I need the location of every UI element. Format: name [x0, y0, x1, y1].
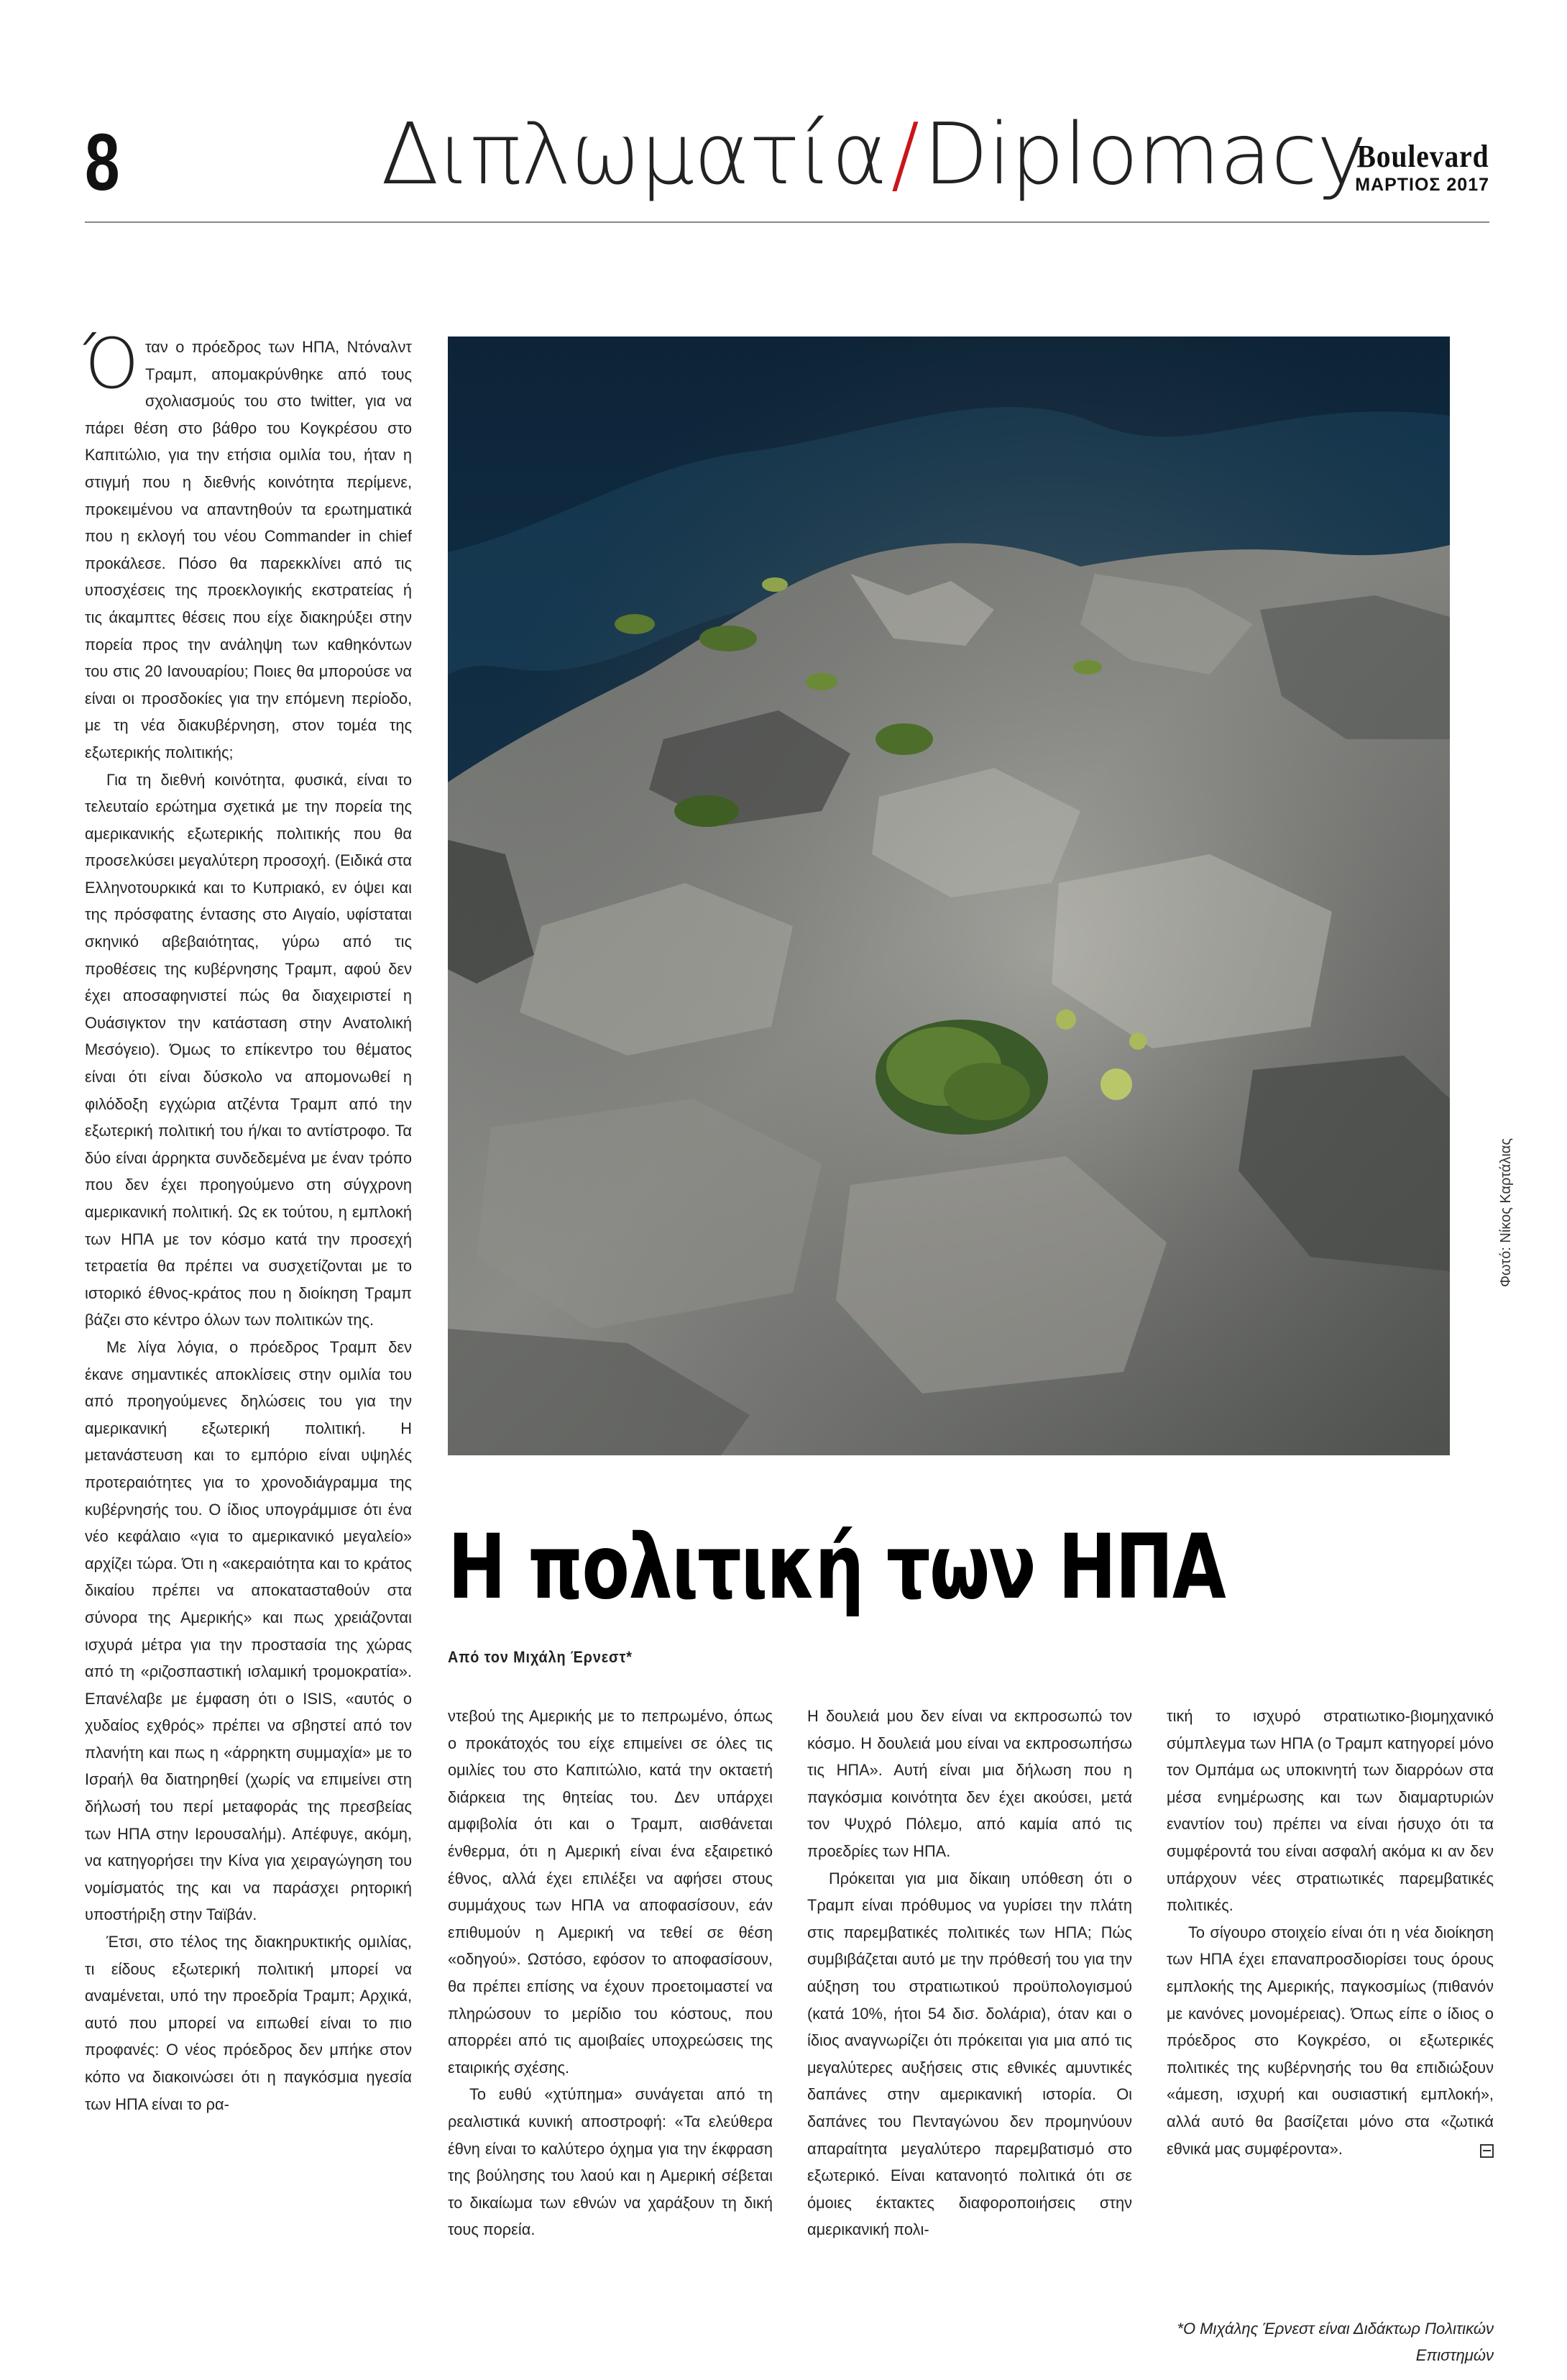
paragraph: Έτσι, στο τέλος της διακηρυκτικής ομιλίας, τι είδους εξωτερική πολιτική μπορεί να αναμένεται, υπό την προεδρία Τραμπ; Αρχικά, αυτό που μπορεί να ειπωθεί είναι το πιο προφανές: Ο νέος πρόεδρος δεν μπήκε στον κόπο να διακοινώσει ότι η παγκόσμια ηγεσία των ΗΠΑ είναι το ρα-	[85, 1933, 412, 2113]
paragraph: Για τη διεθνή κοινότητα, φυσικά, είναι το τελευταίο ερώτημα σχετικά με την πορεία της αμερικανικής εξωτερικής πολιτικής που θα προσελκύσει μεγαλύτερη προσοχή. (Ειδικά στα Ελληνοτουρκικά και το Κυπριακό, εν όψει και της πρόσφατης έντασης στο Αιγαίο, υφίσταται σκηνικό αβεβαιότητας, γύρω από τις προθέσεις της κυβέρνησης Τραμπ, αφού δεν έχει αποσαφηνιστεί πώς θα διαχειριστεί η Ουάσιγκτον την κατάσταση στην Ανατολική Μεσόγειο). Όμως το επίκεντρο του θέματος είναι ότι είναι δύσκολο να απομονωθεί η φιλόδοξη εγχώρια ατζέντα Τραμπ από την εξωτερική πολιτική του ή/και το αντίστροφο. Τα δύο είναι άρρηκτα συνδεδεμένα με έναν τρόπο που δεν έχει προηγούμενο στη σύγχρονη αμερικανική πολιτική. Ως εκ τούτου, η εμπλοκή των ΗΠΑ με τον κόσμο κατά την προσεχή τετραετία θα πρέπει να συσχετίζονται με το ιστορικό έθνος-κράτος που η διοίκηση Τραμπ βάζει στο κέντρο όλων των πολιτικών της.	[85, 770, 412, 1329]
paragraph: ντεβού της Αμερικής με το πεπρωμένο, όπως ο προκάτοχός του είχε επιμείνει σε όλες τις ομιλίες του στο Καπιτώλιο, κατά την οκταετή διάρκεια της θητείας του. Δεν υπάρχει αμφιβολία ότι και ο Τραμπ, αισθάνεται ένθερμα, ότι η Αμερική είναι ένα εξαιρετικό έθνος, αλλά έχει επιλέξει να αφήσει στους συμμάχους των ΗΠΑ να αποφασίσουν, εάν επιθυμούν η Αμερική να τεθεί σε θέση «οδηγού». Ωστόσο, εφόσον το αποφασίσουν, θα πρέπει επίσης να έχουν προετοιμαστεί να πληρώσουν το μερίδιο του κόστους, που απορρέει από τις αμοιβαίες υποχρεώσεις της εταιρικής σχέσης.	[448, 1707, 773, 2077]
paragraph	[1167, 1919, 1494, 2162]
article-column-2	[448, 1703, 773, 2243]
article-column-3	[807, 1703, 1132, 2243]
paragraph-text: Το σίγουρο στοιχείο είναι ότι η νέα διοίκηση των ΗΠΑ έχει επαναπροσδιορίσει τους όρους εμπλοκής της Αμερικής, παγκοσμίως (πιθανόν με κανόνες μονομέρειας). Όπως είπε ο ίδιος ο πρόεδρος στο Κογκρέσο, οι εξωτερικές πολιτικές της κυβέρνησής του θα επιδιώξουν «άμεση, ισχυρή και ουσιαστική εμπλοκή», αλλά αυτό θα βασίζεται μόνο στα «ζωτικά εθνικά μας συμφέροντα».	[1167, 1923, 1494, 2158]
paragraph: τική το ισχυρό στρατιωτικο-βιομηχανικό σύμπλεγμα των ΗΠΑ (ο Τραμπ κατηγορεί μόνο τον Ομπάμα ως υποκινητή των διαρρόων στα μέσα ενημέρωσης και των διαμαρτυριών εναντίον του) πρέπει να είναι ήσυχο ότι τα συμφέροντά του είναι ασφαλή ακόμα κι αν δεν υπάρχουν νέες στρατιωτικές παρεμβατικές πολιτικές.	[1167, 1707, 1494, 1915]
rock-coast-photo	[448, 337, 1450, 1455]
paragraph: Το ευθύ «χτύπημα» συνάγεται από τη ρεαλιστικά κυνική αποστροφή: «Τα ελεύθερα έθνη είναι το καλύτερο όχημα για την έκφραση της βούλησης του λαού και η Αμερική σέβεται το δικαίωμα των εθνών να χαράξουν τη δική τους πορεία.	[448, 2085, 773, 2239]
paragraph: Πρόκειται για μια δίκαιη υπόθεση ότι ο Τραμπ είναι πρόθυμος να γυρίσει την πλάτη στις παρεμβατικές πολιτικές των ΗΠΑ; Πώς συμβιβάζεται αυτό με την πρόθεσή του για την αύξηση του στρατιωτικού προϋπολογισμού (κατά 10%, ήτοι 54 δισ. δολάρια), όταν και ο ίδιος αναγνωρίζει ότι πρόκειται για μια από τις μεγαλύτερες αυξήσεις στις εθνικές αμυντικές δαπάνες στην αμερικανική ιστορία. Οι δαπάνες του Πενταγώνου δεν προμηνύουν απαραίτητα μεγαλύτερο παρεμβατισμό στο εξωτερικό. Είναι κατανοητό πολιτικά ότι σε όμοιες έκτακτες διαφοροποιήσεις στην αμερικανική πολι-	[807, 1869, 1132, 2239]
brand-logo: Boulevard	[1356, 139, 1489, 174]
paragraph: Η δουλειά μου δεν είναι να εκπροσωπώ τον κόσμο. Η δουλειά μου είναι να εκπροσωπήσω τις ΗΠΑ». Αυτή είναι μια δήλωση που η παγκόσμια κοινότητα δεν έχει ακούσει, μετά τον Ψυχρό Πόλεμο, από καμία από τις προεδρίες των ΗΠΑ.	[807, 1707, 1132, 1860]
article-photo	[448, 337, 1450, 1455]
article-headline: Η πολιτική των ΗΠΑ	[448, 1516, 1226, 1619]
paragraph	[83, 324, 412, 766]
article-column-4	[1167, 1703, 1494, 2162]
header-rule	[85, 221, 1489, 223]
article-column-1	[83, 324, 412, 2118]
article-byline: Από τον Μιχάλη Έρνεστ*	[448, 1648, 633, 1666]
issue-date: ΜΑΡΤΙΟΣ 2017	[1355, 175, 1489, 195]
masthead	[1342, 141, 1489, 196]
section-title-english: Diplomacy	[923, 104, 1366, 203]
section-title-slash: /	[891, 104, 919, 203]
paragraph-text: ταν ο πρόεδρος των ΗΠΑ, Ντόναλντ Τραμπ, απομακρύνθηκε από τους σχολιασμούς του στο twitter, για να πάρει θέση στο βάθρο του Κογκρέσου στο Καπιτώλιο, για την ετήσια ομιλία του, ήταν η στιγμή που η διεθνής κοινότητα περίμενε, προκειμένου να απαντηθούν τα ερωτηματικά που η εκλογή του νέου Commander in chief προκάλεσε. Πόσο θα παρεκκλίνει από τις υποσχέσεις της προεκλογικής εκστρατείας ή τις άκαμπτες θέσεις που είχε διακηρύξει στην πορεία προς την ανάληψη των καθηκόντων του στις 20 Ιανουαρίου; Ποιες θα μπορούσε να είναι οι προσδοκίες για την επόμενη περίοδο, με τη νέα διακυβέρνηση, στον τομέα της εξωτερικής πολιτικής;	[85, 338, 412, 761]
section-title	[381, 104, 1366, 203]
drop-cap: Ό	[83, 324, 139, 404]
paragraph: Με λίγα λόγια, ο πρόεδρος Τραμπ δεν έκανε σημαντικές αποκλίσεις στην ομιλία του από προηγούμενες δηλώσεις του για την αμερικανική εξωτερική πολιτική. Η μετανάστευση και το εμπόριο είναι υψηλές προτεραιότητες για το χρονοδιάγραμμα της κυβέρνησής του. Ο ίδιος υπογράμμισε ότι ένα νέο κεφάλαιο «για το αμερικανικό μεγαλείο» αρχίζει τώρα. Ότι η «ακεραιότητα και το κράτος δικαίου πρέπει να αποκατασταθούν στα σύνορα της Αμερικής» και πως χρειάζονται ισχυρά μέτρα για την προστασία της χώρας από τη «ριζοσπαστική ισλαμική τρομοκρατία». Επανέλαβε με έμφαση ότι ο ISIS, «αυτός ο χυδαίος εχθρός» πρέπει να σβηστεί από τον πλανήτη και πως η «άρρηκτη συμμαχία» με το Ισραήλ θα διατηρηθεί (χωρίς να επιμείνει στη δήλωσή του περί μεταφοράς της πρεσβείας των ΗΠΑ στην Ιερουσαλήμ). Απέφυγε, ακόμη, να κατηγορήσει την Κίνα για χειραγώγηση του νομίσματός της και να παράσχει ρητορική υποστήριξη στην Ταϊβάν.	[85, 1337, 412, 1924]
author-note: *Ο Μιχάλης Έρνεστ είναι Διδάκτωρ Πολιτικών Επιστημών	[1177, 2320, 1494, 2364]
section-title-greek: Διπλωματία	[381, 104, 887, 203]
page-number: 8	[85, 117, 120, 207]
photo-credit: Φωτό: Νίκος Καρτάλιας	[1498, 1138, 1514, 1287]
end-of-article-icon	[1480, 2144, 1494, 2158]
